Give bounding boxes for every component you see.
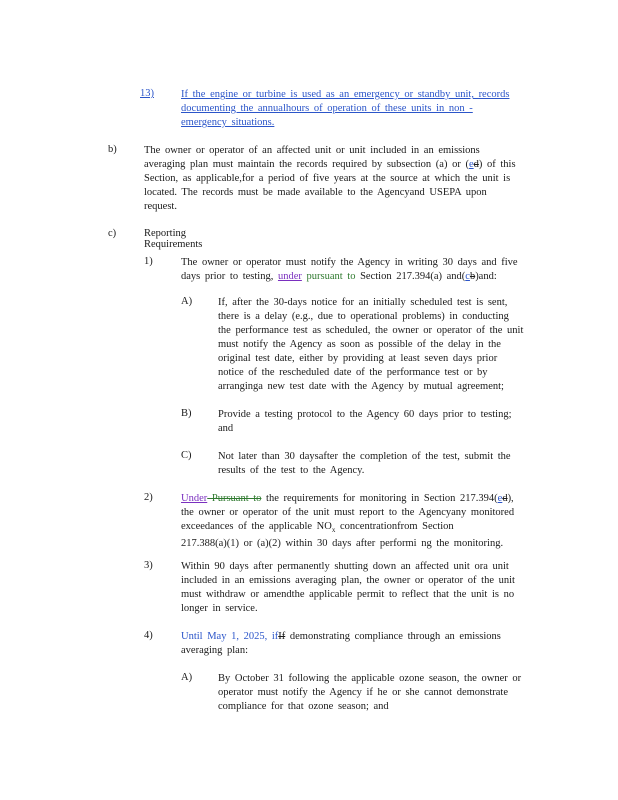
item-c1-c-line: results of the test to the Agency. [218,465,365,476]
item-c1-a-label: A) [181,296,193,307]
item-c1-c-label: C) [181,450,192,461]
item-c4-a-label: A) [181,672,193,683]
item-c3-line: Within 90 days after permanently shutting down an affected unit ora unit [181,561,509,572]
item-c2-line: the owner or operator of the unit must report to the Agencyany monitored [181,507,515,518]
item-c2-line: Under Pursuant to the requirements for monitoring in Section 217.394(ed), [181,493,514,504]
item-c1-c-line: Not later than 30 daysafter the completion of the test, submit the [218,451,511,462]
paragraph-b-label: b) [108,144,117,155]
insertion-mark: e [497,493,503,504]
item-c4-label: 4) [144,630,153,641]
item-c1-line: The owner or operator must notify the Agency in writing 30 days and five [181,257,518,268]
paragraph-c-label: c) [108,228,117,239]
item-c3-label: 3) [144,560,153,571]
moved-text: pursuant to [301,271,356,282]
item-c3-line: longer in service. [181,603,258,614]
item-c1-line: days prior to testing, under pursuant to Section 217.394(a) and(cb)and: [181,271,497,282]
paragraph-b-line: Section, as applicable,for a period of five years at the source at which the unit is [144,173,511,184]
insertion-mark: under [277,271,302,282]
item-c3-line: included in an emissions averaging plan, the owner or operator of the unit [181,575,515,586]
paragraph-b-line: The owner or operator of an affected unit or unit included in an emissions [144,145,480,156]
insertion-mark: Until May 1, 2025, if [181,631,279,642]
item-c2-label: 2) [144,492,153,503]
item-c4-a-line: operator must notify the Agency if he or she cannot demonstrate [218,687,509,698]
item-13-line: emergency situations. [181,117,275,128]
item-13-label: 13) [140,88,154,99]
item-c1-b-line: Provide a testing protocol to the Agency 60 days prior to testing; [218,409,512,420]
item-c1-a-line: original test date, either by providing at least seven days prior [218,353,498,364]
deletion-mark: d [502,493,508,504]
deletion-mark: Pursuant to [207,493,262,504]
item-c2-line: 217.388(a)(1) or (a)(2) within 30 days after performi ng the monitoring. [181,538,504,550]
item-c1-a-line: notice of the rescheduled date of the performance test or by [218,367,488,378]
item-c1-b-line: and [218,423,234,434]
deletion-mark: If [278,631,286,642]
item-c1-a-line: If, after the 30-days notice for an initially scheduled test is sent, [218,297,508,308]
item-c4-line: Until May 1, 2025, ifIf demonstrating compliance through an emissions [181,631,501,642]
item-c4-a-line: By October 31 following the applicable ozone season, the owner or [218,673,522,684]
item-13-line: documenting the annualhours of operation of these units in non - [181,103,473,114]
paragraph-b-line: located. The records must be made available to the Agencyand USEPA upon [144,187,487,198]
item-c1-a-line: must notify the Agency as soon as possible of the delay in the [218,339,501,350]
insertion-mark: e [468,159,474,170]
item-c1-a-line: the performance test as scheduled, the owner or operator of the unit [218,325,524,336]
item-c1-b-label: B) [181,408,192,419]
paragraph-b-line: averaging plan must maintain the records required by subsection (a) or (ed) of this [144,159,516,170]
item-c3-line: must withdraw or amendthe applicable permit to reflect that the unit is no [181,589,515,600]
item-c4-a-line: compliance for that ozone season; and [218,701,389,712]
insertion-mark: Under [181,493,208,504]
deletion-mark: b [469,271,476,282]
item-c1-a-line: there is a delay (e.g., due to operational problems) in conducting [218,311,509,322]
item-c1-a-line: arranginga new test date with the Agency by mutual agreement; [218,381,504,392]
item-c2-line: exceedances of the applicable $NO_x$ concentrationfrom Section [181,521,454,535]
insertion-mark: c [465,271,470,282]
deletion-mark: d [473,159,479,170]
item-c4-line: averaging plan: [181,645,249,656]
item-c1-label: 1) [144,256,153,267]
section-heading: Reporting Requirements [144,228,203,250]
item-13-line: If the engine or turbine is used as an emergency or standby unit, records [181,89,510,100]
paragraph-b-line: request. [144,201,177,212]
